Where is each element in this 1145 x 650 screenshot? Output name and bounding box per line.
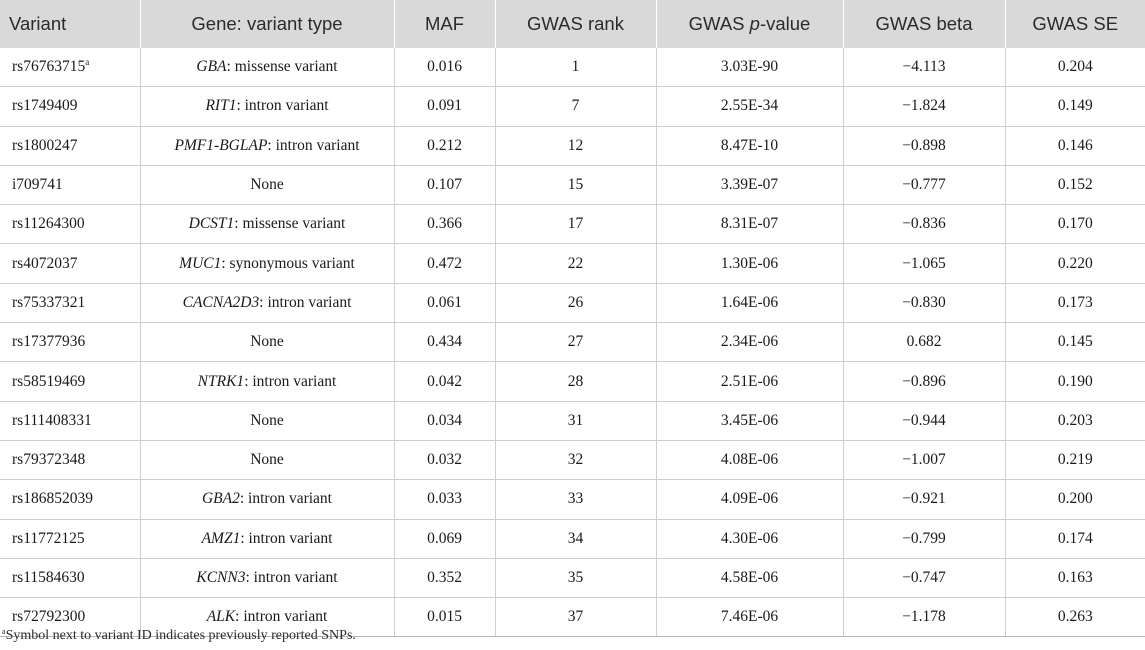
cell-p-value: 7.46E-06 bbox=[656, 598, 843, 637]
cell-se: 0.170 bbox=[1005, 205, 1145, 244]
variant-type: : intron variant bbox=[236, 97, 329, 115]
table-row bbox=[0, 205, 1145, 244]
cell-rank: 26 bbox=[495, 283, 656, 322]
table-row bbox=[0, 87, 1145, 126]
cell-se: 0.163 bbox=[1005, 558, 1145, 597]
cell-se: 0.203 bbox=[1005, 401, 1145, 440]
cell-rank: 17 bbox=[495, 205, 656, 244]
variant-id: i709741 bbox=[12, 176, 63, 194]
cell-se: 0.220 bbox=[1005, 244, 1145, 283]
cell-beta: −4.113 bbox=[843, 48, 1005, 87]
cell-p-value: 4.08E-06 bbox=[656, 440, 843, 479]
table-row bbox=[0, 362, 1145, 401]
cell-variant bbox=[0, 48, 140, 87]
cell-gene-variant-type bbox=[140, 519, 394, 558]
table-row bbox=[0, 126, 1145, 165]
variant-type: None bbox=[250, 176, 284, 194]
header-se: GWAS SE bbox=[1005, 0, 1145, 48]
cell-gene-variant-type bbox=[140, 244, 394, 283]
cell-variant bbox=[0, 87, 140, 126]
cell-variant bbox=[0, 440, 140, 479]
header-gene: Gene: variant type bbox=[140, 0, 394, 48]
variant-type: None bbox=[250, 451, 284, 469]
cell-beta: −0.898 bbox=[843, 126, 1005, 165]
cell-maf: 0.042 bbox=[394, 362, 495, 401]
header-variant: Variant bbox=[0, 0, 140, 48]
cell-variant bbox=[0, 323, 140, 362]
cell-gene-variant-type bbox=[140, 440, 394, 479]
cell-variant bbox=[0, 558, 140, 597]
cell-se: 0.173 bbox=[1005, 283, 1145, 322]
gene-name: MUC1 bbox=[179, 254, 222, 272]
cell-se: 0.200 bbox=[1005, 480, 1145, 519]
gene-name: PMF1-BGLAP bbox=[174, 136, 268, 154]
gene-name: GBA2 bbox=[201, 490, 240, 508]
cell-maf: 0.212 bbox=[394, 126, 495, 165]
cell-maf: 0.107 bbox=[394, 165, 495, 204]
cell-maf: 0.034 bbox=[394, 401, 495, 440]
cell-p-value: 3.45E-06 bbox=[656, 401, 843, 440]
cell-se: 0.190 bbox=[1005, 362, 1145, 401]
cell-gene-variant-type bbox=[140, 165, 394, 204]
cell-p-value: 8.31E-07 bbox=[656, 205, 843, 244]
cell-p-value: 4.58E-06 bbox=[656, 558, 843, 597]
cell-beta: −0.799 bbox=[843, 519, 1005, 558]
cell-gene-variant-type bbox=[140, 362, 394, 401]
table-row bbox=[0, 480, 1145, 519]
table-row bbox=[0, 323, 1145, 362]
cell-maf: 0.069 bbox=[394, 519, 495, 558]
variant-type: : intron variant bbox=[245, 569, 338, 586]
cell-rank: 7 bbox=[495, 87, 656, 126]
cell-variant bbox=[0, 480, 140, 519]
cell-se: 0.219 bbox=[1005, 440, 1145, 479]
cell-rank: 35 bbox=[495, 558, 656, 597]
cell-beta: −0.944 bbox=[843, 401, 1005, 440]
table-row bbox=[0, 48, 1145, 87]
cell-gene-variant-type bbox=[140, 283, 394, 322]
cell-variant bbox=[0, 519, 140, 558]
gene-name: NTRK1 bbox=[197, 372, 245, 390]
cell-maf: 0.366 bbox=[394, 205, 495, 244]
variant-id: rs58519469 bbox=[12, 372, 86, 390]
cell-rank: 22 bbox=[495, 244, 656, 283]
header-rank: GWAS rank bbox=[495, 0, 656, 48]
cell-beta: −1.065 bbox=[843, 244, 1005, 283]
cell-rank: 1 bbox=[495, 48, 656, 87]
cell-p-value: 8.47E-10 bbox=[656, 126, 843, 165]
table-row bbox=[0, 558, 1145, 597]
gene-name: ALK bbox=[206, 608, 236, 626]
cell-gene-variant-type bbox=[140, 48, 394, 87]
variant-id: rs72792300 bbox=[12, 608, 86, 626]
variant-type: : intron variant bbox=[267, 136, 360, 154]
cell-gene-variant-type bbox=[140, 558, 394, 597]
cell-se: 0.145 bbox=[1005, 323, 1145, 362]
variant-type: : intron variant bbox=[259, 293, 352, 311]
cell-beta: −0.777 bbox=[843, 165, 1005, 204]
cell-rank: 37 bbox=[495, 598, 656, 637]
header-beta: GWAS beta bbox=[843, 0, 1005, 48]
header-p-italic: p bbox=[749, 13, 760, 34]
table-row bbox=[0, 165, 1145, 204]
variant-type: : missense variant bbox=[234, 215, 346, 233]
variant-id: rs17377936 bbox=[12, 333, 86, 351]
cell-variant bbox=[0, 126, 140, 165]
cell-gene-variant-type bbox=[140, 480, 394, 519]
cell-maf: 0.472 bbox=[394, 244, 495, 283]
cell-beta: −0.896 bbox=[843, 362, 1005, 401]
table-row bbox=[0, 519, 1145, 558]
cell-se: 0.152 bbox=[1005, 165, 1145, 204]
header-p-value bbox=[656, 0, 843, 48]
header-p-suffix: -value bbox=[759, 13, 811, 34]
cell-beta: −0.836 bbox=[843, 205, 1005, 244]
cell-se: 0.149 bbox=[1005, 87, 1145, 126]
variant-note-mark: a bbox=[85, 57, 90, 68]
cell-beta: −0.830 bbox=[843, 283, 1005, 322]
variant-type: None bbox=[250, 333, 284, 351]
cell-beta: −0.921 bbox=[843, 480, 1005, 519]
cell-p-value: 1.30E-06 bbox=[656, 244, 843, 283]
cell-p-value: 2.55E-34 bbox=[656, 87, 843, 126]
cell-variant bbox=[0, 205, 140, 244]
cell-se: 0.263 bbox=[1005, 598, 1145, 637]
cell-variant bbox=[0, 362, 140, 401]
cell-gene-variant-type bbox=[140, 126, 394, 165]
table-row bbox=[0, 283, 1145, 322]
cell-maf: 0.015 bbox=[394, 598, 495, 637]
cell-maf: 0.091 bbox=[394, 87, 495, 126]
cell-se: 0.204 bbox=[1005, 48, 1145, 87]
cell-se: 0.146 bbox=[1005, 126, 1145, 165]
cell-p-value: 1.64E-06 bbox=[656, 283, 843, 322]
variant-id: rs111408331 bbox=[12, 411, 92, 429]
cell-p-value: 2.34E-06 bbox=[656, 323, 843, 362]
cell-rank: 31 bbox=[495, 401, 656, 440]
gene-name: GBA bbox=[196, 58, 227, 76]
variant-type: : synonymous variant bbox=[221, 254, 355, 272]
cell-beta: −1.824 bbox=[843, 87, 1005, 126]
footnote bbox=[2, 628, 356, 644]
gene-name: RIT1 bbox=[205, 97, 237, 115]
cell-beta: −1.007 bbox=[843, 440, 1005, 479]
variant-id: rs79372348 bbox=[12, 451, 86, 469]
cell-p-value: 3.03E-90 bbox=[656, 48, 843, 87]
variant-id: rs1749409 bbox=[12, 97, 78, 115]
cell-p-value: 3.39E-07 bbox=[656, 165, 843, 204]
cell-p-value: 4.30E-06 bbox=[656, 519, 843, 558]
gene-name: DCST1 bbox=[188, 215, 235, 233]
variant-type: : intron variant bbox=[239, 490, 332, 508]
cell-rank: 15 bbox=[495, 165, 656, 204]
cell-maf: 0.016 bbox=[394, 48, 495, 87]
footnote-text: Symbol next to variant ID indicates previously reported SNPs. bbox=[5, 628, 356, 643]
variant-id: rs11264300 bbox=[12, 215, 85, 233]
gene-name: AMZ1 bbox=[201, 529, 241, 547]
footnote-mark: a bbox=[2, 627, 6, 636]
cell-gene-variant-type bbox=[140, 87, 394, 126]
cell-rank: 33 bbox=[495, 480, 656, 519]
variant-type: : missense variant bbox=[226, 58, 338, 76]
cell-gene-variant-type bbox=[140, 323, 394, 362]
cell-p-value: 4.09E-06 bbox=[656, 480, 843, 519]
table-body bbox=[0, 48, 1145, 637]
cell-gene-variant-type bbox=[140, 205, 394, 244]
header-maf: MAF bbox=[394, 0, 495, 48]
cell-rank: 34 bbox=[495, 519, 656, 558]
cell-p-value: 2.51E-06 bbox=[656, 362, 843, 401]
table-row bbox=[0, 401, 1145, 440]
header-p-prefix: GWAS bbox=[688, 13, 750, 34]
variant-id: rs1800247 bbox=[12, 136, 78, 154]
cell-beta: −0.747 bbox=[843, 558, 1005, 597]
table-row bbox=[0, 244, 1145, 283]
cell-maf: 0.352 bbox=[394, 558, 495, 597]
cell-rank: 32 bbox=[495, 440, 656, 479]
cell-rank: 28 bbox=[495, 362, 656, 401]
table-row bbox=[0, 440, 1145, 479]
variant-id: rs186852039 bbox=[12, 490, 93, 508]
cell-maf: 0.032 bbox=[394, 440, 495, 479]
variant-type: None bbox=[250, 411, 284, 429]
variant-type: : intron variant bbox=[240, 529, 333, 547]
variant-id: rs76763715 bbox=[12, 58, 86, 76]
cell-beta: 0.682 bbox=[843, 323, 1005, 362]
cell-maf: 0.033 bbox=[394, 480, 495, 519]
cell-se: 0.174 bbox=[1005, 519, 1145, 558]
cell-rank: 27 bbox=[495, 323, 656, 362]
cell-beta: −1.178 bbox=[843, 598, 1005, 637]
cell-variant bbox=[0, 401, 140, 440]
variant-id: rs11772125 bbox=[12, 529, 85, 547]
variant-type: : intron variant bbox=[235, 608, 328, 626]
gene-name: KCNN3 bbox=[196, 569, 246, 586]
gene-name: CACNA2D3 bbox=[182, 293, 260, 311]
cell-variant bbox=[0, 165, 140, 204]
cell-rank: 12 bbox=[495, 126, 656, 165]
cell-maf: 0.434 bbox=[394, 323, 495, 362]
header-row bbox=[0, 0, 1145, 48]
variant-id: rs75337321 bbox=[12, 293, 86, 311]
variant-id: rs11584630 bbox=[12, 569, 85, 586]
cell-maf: 0.061 bbox=[394, 283, 495, 322]
cell-gene-variant-type bbox=[140, 401, 394, 440]
cell-variant bbox=[0, 244, 140, 283]
variant-type: : intron variant bbox=[244, 372, 337, 390]
variant-id: rs4072037 bbox=[12, 254, 78, 272]
cell-variant bbox=[0, 283, 140, 322]
